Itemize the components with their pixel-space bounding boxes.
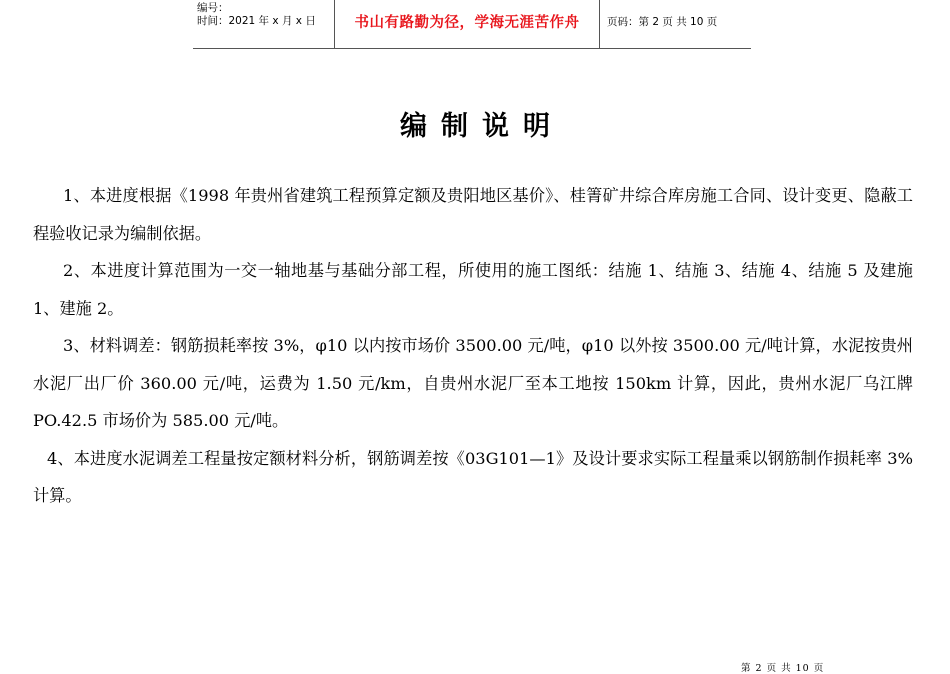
- header-time: 时间：2021 年 x 月 x 日: [197, 15, 316, 27]
- header-page-cell: [600, 0, 751, 48]
- paragraph-2: 2、本进度计算范围为一交一轴地基与基础分部工程，所使用的施工图纸：结施 1、结施 3、结施 4、结施 5 及建施 1、建施 2。: [33, 261, 913, 318]
- page-header: [193, 0, 751, 49]
- document-title: 编制说明: [400, 111, 564, 142]
- header-meta: [193, 0, 335, 48]
- header-page-info: 页码：第 2 页 共 10 页: [607, 15, 718, 28]
- header-number: 编号：: [197, 2, 229, 14]
- paragraph-1: 1、本进度根据《1998 年贵州省建筑工程预算定额及贵阳地区基价》、桂箐矿井综合库房施工合同、设计变更、隐蔽工程验收记录为编制依据。: [33, 186, 913, 243]
- page-footer: 第 2 页 共 10 页: [741, 663, 825, 674]
- header-motto: 书山有路勤为径，学海无涯苦作舟: [354, 14, 580, 31]
- paragraph-4: 4、本进度水泥调差工程量按定额材料分析，钢筋调差按《03G101—1》及设计要求实际工程量乘以钢筋制作损耗率 3%计算。: [33, 448, 913, 505]
- header-motto-cell: [335, 0, 600, 48]
- paragraph-3: 3、材料调差：钢筋损耗率按 3%，φ10 以内按市场价 3500.00 元/吨，φ10 以外按 3500.00 元/吨计算，水泥按贵州水泥厂出厂价 360.00 元/吨，运费为 1.50 元/km，自贵州水泥厂至本工地按 150km 计算，因此，贵州水泥厂乌江牌 PO.42.5 市场价为 585.00 元/吨。: [33, 336, 913, 430]
- document-body: [33, 177, 913, 515]
